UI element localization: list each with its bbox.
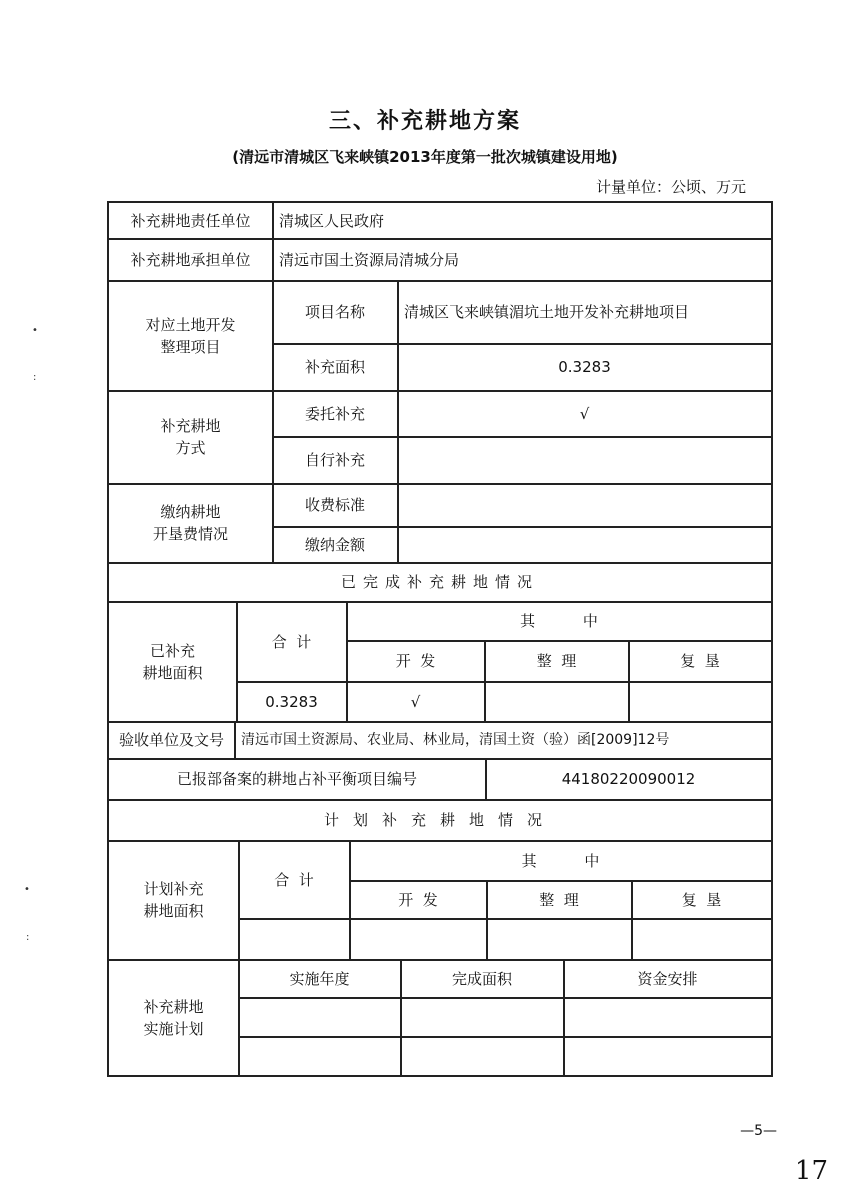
handwritten-page-mark: 17 [794, 1156, 828, 1186]
scan-mark: • [24, 884, 30, 895]
plan-dev-label: 开 发 [398, 890, 438, 909]
bearing-unit-value: 清远市国土资源局清城分局 [279, 250, 460, 269]
page-number: —5— [740, 1123, 777, 1139]
project-group-label: 对应土地开发 整理项目 [145, 315, 236, 356]
responsible-unit-value: 清城区人民政府 [279, 211, 385, 230]
plan-reg-label: 整 理 [539, 890, 579, 909]
scan-mark: • [32, 325, 38, 336]
impl-plan-label: 补充耕地 实施计划 [143, 997, 204, 1038]
plan-rec-label: 复 垦 [681, 890, 722, 909]
fee-standard-label: 收费标准 [304, 496, 365, 514]
plan-total-label: 合 计 [274, 870, 314, 889]
acceptance-value: 清远市国土资源局、农业局、林业局，清国土资（验）函[2009]12号 [241, 732, 670, 748]
project-name-label: 项目名称 [304, 303, 365, 321]
impl-year-label: 实施年度 [289, 969, 350, 988]
plan-section-header: 计划补充耕地情况 [323, 811, 556, 829]
project-area-label: 补充面积 [304, 358, 365, 376]
done-total-label: 合 计 [271, 632, 312, 651]
bearing-unit-label: 补充耕地承担单位 [130, 250, 251, 269]
done-reg-label: 整 理 [536, 652, 577, 670]
plan-among-label: 其 中 [521, 851, 600, 870]
supplement-farmland-form [107, 201, 773, 1077]
responsible-unit-label: 补充耕地责任单位 [130, 211, 251, 230]
done-total-value: 0.3283 [265, 692, 318, 711]
mode-entrust-check: √ [579, 404, 590, 423]
done-area-label: 已补充 耕地面积 [142, 641, 203, 682]
done-section-header: 已完成补充耕地情况 [340, 573, 539, 591]
fee-amount-label: 缴纳金额 [304, 535, 365, 554]
impl-fund-label: 资金安排 [637, 969, 698, 988]
done-rec-label: 复 垦 [680, 652, 720, 670]
project-area-value: 0.3283 [558, 358, 611, 376]
page-subtitle: (清远市清城区飞来峡镇2013年度第一批次城镇建设用地) [232, 148, 618, 166]
done-dev-check: √ [410, 692, 421, 711]
mode-group-label: 补充耕地 方式 [160, 417, 221, 457]
scan-mark: : [26, 932, 30, 943]
scan-mark: : [33, 372, 37, 383]
impl-area-label: 完成面积 [451, 969, 512, 988]
mode-self-label: 自行补充 [304, 451, 365, 469]
unit-label: 计量单位：公顷、万元 [595, 178, 746, 196]
record-number-label: 已报部备案的耕地占补平衡项目编号 [176, 770, 417, 788]
plan-area-label: 计划补充 耕地面积 [143, 880, 204, 920]
project-name-value: 清城区飞来峡镇湄坑土地开发补充耕地项目 [404, 303, 690, 321]
page-title: 三、补充耕地方案 [328, 109, 521, 134]
mode-entrust-label: 委托补充 [304, 404, 365, 423]
done-dev-label: 开 发 [395, 652, 436, 670]
done-among-label: 其 中 [520, 612, 598, 630]
acceptance-label: 验收单位及文号 [118, 731, 224, 749]
record-number-value: 44180220090012 [561, 770, 696, 788]
fee-group-label: 缴纳耕地 开垦费情况 [152, 503, 228, 543]
